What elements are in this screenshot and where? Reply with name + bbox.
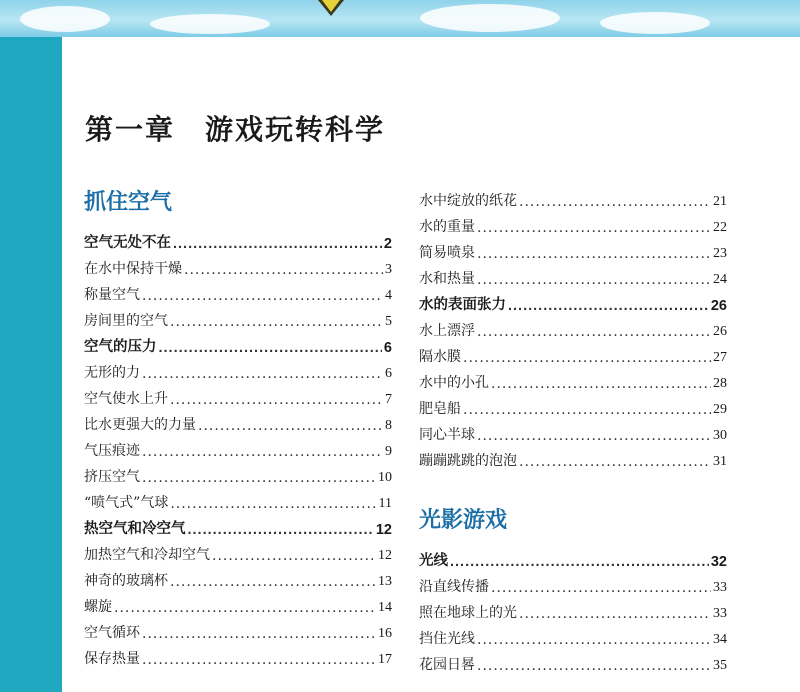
dot-leader — [519, 454, 711, 470]
entry-title: 螺旋 — [84, 599, 112, 615]
entry-title: 水的表面张力 — [419, 297, 506, 313]
entry-title: 挤压空气 — [84, 469, 140, 485]
toc-entry[interactable] — [84, 642, 392, 668]
toc-list — [84, 226, 392, 668]
page-number: 6 — [385, 366, 392, 381]
dot-leader — [477, 428, 711, 444]
page-number: 11 — [378, 496, 392, 511]
dot-leader — [170, 496, 376, 512]
toc-entry[interactable] — [84, 564, 392, 590]
page-number: 17 — [378, 652, 392, 667]
toc-entry[interactable] — [84, 590, 392, 616]
page-number: 22 — [713, 220, 727, 235]
toc-subsection-entry[interactable] — [84, 512, 392, 538]
entry-title: 气压痕迹 — [84, 443, 140, 459]
toc-entry[interactable] — [84, 408, 392, 434]
section-heading: 光影游戏 — [419, 507, 508, 533]
toc-entry[interactable] — [419, 236, 727, 262]
page-number: 5 — [385, 314, 392, 329]
page-number: 29 — [713, 402, 727, 417]
toc-entry[interactable] — [419, 392, 727, 418]
entry-title: 空气的压力 — [84, 339, 157, 355]
page-number: 23 — [713, 246, 727, 261]
page-number: 33 — [713, 606, 727, 621]
entry-title: 水中绽放的纸花 — [419, 193, 517, 209]
entry-title: 保存热量 — [84, 651, 140, 667]
toc-entry[interactable] — [84, 486, 392, 512]
dot-leader — [173, 236, 382, 252]
toc-subsection-entry[interactable] — [419, 288, 727, 314]
entry-title: 水上漂浮 — [419, 323, 475, 339]
toc-subsection-entry[interactable] — [84, 226, 392, 252]
dot-leader — [450, 554, 709, 570]
dot-leader — [142, 444, 383, 460]
toc-entry[interactable] — [84, 460, 392, 486]
dot-leader — [142, 470, 376, 486]
side-color-bar — [0, 37, 62, 692]
toc-entry[interactable] — [419, 570, 727, 596]
entry-title: 同心半球 — [419, 427, 475, 443]
cloud-decoration — [20, 6, 110, 32]
dot-leader — [491, 580, 711, 596]
dot-leader — [491, 376, 711, 392]
dot-leader — [463, 350, 711, 366]
dot-leader — [477, 658, 711, 674]
page-number: 31 — [713, 454, 727, 469]
page-number: 24 — [713, 272, 727, 287]
entry-title: 神奇的玻璃杯 — [84, 573, 168, 589]
entry-title: “喷气式”气球 — [84, 495, 169, 511]
dot-leader — [198, 418, 383, 434]
toc-entry[interactable] — [419, 596, 727, 622]
toc-left-column — [84, 184, 392, 668]
entry-title: 水和热量 — [419, 271, 475, 287]
entry-title: 空气循环 — [84, 625, 140, 641]
toc-entry[interactable] — [84, 616, 392, 642]
page-number: 27 — [713, 350, 727, 365]
entry-title: 在水中保持干燥 — [84, 261, 182, 277]
entry-title: 加热空气和冷却空气 — [84, 547, 210, 563]
dot-leader — [142, 366, 383, 382]
sky-banner — [0, 0, 800, 37]
entry-title: 隔水膜 — [419, 349, 461, 365]
dot-leader — [477, 632, 711, 648]
page-number: 6 — [383, 340, 392, 356]
entry-title: 沿直线传播 — [419, 579, 489, 595]
dot-leader — [508, 298, 709, 314]
toc-subsection-entry[interactable] — [84, 330, 392, 356]
section-heading: 抓住空气 — [84, 189, 173, 215]
toc-entry[interactable] — [419, 340, 727, 366]
toc-list — [419, 544, 727, 674]
page-number: 3 — [385, 262, 392, 277]
toc-subsection-entry[interactable] — [419, 544, 727, 570]
toc-entry[interactable] — [419, 184, 727, 210]
dot-leader — [477, 220, 711, 236]
cloud-decoration — [600, 12, 710, 34]
cloud-decoration — [150, 14, 270, 34]
dot-leader — [477, 246, 711, 262]
page-number: 30 — [713, 428, 727, 443]
dot-leader — [170, 392, 383, 408]
entry-title: 光线 — [419, 553, 448, 569]
toc-entry[interactable] — [84, 538, 392, 564]
dot-leader — [477, 324, 711, 340]
toc-entry[interactable] — [84, 278, 392, 304]
toc-entry[interactable] — [84, 252, 392, 278]
dot-leader — [188, 522, 374, 538]
toc-entry[interactable] — [419, 314, 727, 340]
toc-entry[interactable] — [419, 444, 727, 470]
dot-leader — [170, 314, 383, 330]
dot-leader — [142, 288, 383, 304]
page-number: 26 — [713, 324, 727, 339]
entry-title: 肥皂船 — [419, 401, 461, 417]
page-number: 4 — [385, 288, 392, 303]
entry-title: 空气无处不在 — [84, 235, 171, 251]
kite-icon-fill — [322, 0, 340, 12]
toc-entry[interactable] — [84, 434, 392, 460]
dot-leader — [463, 402, 711, 418]
entry-title: 水的重量 — [419, 219, 475, 235]
dot-leader — [519, 606, 711, 622]
entry-title: 房间里的空气 — [84, 313, 168, 329]
entry-title: 空气使水上升 — [84, 391, 168, 407]
page-number: 12 — [375, 522, 392, 538]
page-number: 8 — [385, 418, 392, 433]
page-number: 2 — [383, 236, 392, 252]
page-number: 12 — [378, 548, 392, 563]
entry-title: 挡住光线 — [419, 631, 475, 647]
toc-entry[interactable] — [419, 210, 727, 236]
dot-leader — [477, 272, 711, 288]
cloud-decoration — [420, 4, 560, 32]
entry-title: 比水更强大的力量 — [84, 417, 196, 433]
toc-entry[interactable] — [419, 262, 727, 288]
page-number: 7 — [385, 392, 392, 407]
page-number: 14 — [378, 600, 392, 615]
dot-leader — [114, 600, 376, 616]
page-number: 32 — [710, 554, 727, 570]
dot-leader — [159, 340, 382, 356]
dot-leader — [519, 194, 711, 210]
entry-title: 蹦蹦跳跳的泡泡 — [419, 453, 517, 469]
dot-leader — [142, 626, 376, 642]
page-number: 16 — [378, 626, 392, 641]
page-number: 28 — [713, 376, 727, 391]
page-number: 21 — [713, 194, 727, 209]
page-number: 13 — [378, 574, 392, 589]
chapter-title: 第一章 游戏玩转科学 — [85, 113, 386, 146]
dot-leader — [170, 574, 376, 590]
toc-entry[interactable] — [419, 648, 727, 674]
page-number: 9 — [385, 444, 392, 459]
toc-entry[interactable] — [84, 382, 392, 408]
toc-entry[interactable] — [84, 356, 392, 382]
page-number: 33 — [713, 580, 727, 595]
entry-title: 水中的小孔 — [419, 375, 489, 391]
toc-entry[interactable] — [84, 304, 392, 330]
page-number: 34 — [713, 632, 727, 647]
entry-title: 称量空气 — [84, 287, 140, 303]
entry-title: 热空气和冷空气 — [84, 521, 186, 537]
page-number: 10 — [378, 470, 392, 485]
toc-list — [419, 184, 727, 470]
entry-title: 简易喷泉 — [419, 245, 475, 261]
page-number: 26 — [710, 298, 727, 314]
dot-leader — [212, 548, 376, 564]
toc-entry[interactable] — [419, 622, 727, 648]
toc-entry[interactable] — [419, 418, 727, 444]
entry-title: 花园日晷 — [419, 657, 475, 673]
dot-leader — [184, 262, 383, 278]
dot-leader — [142, 652, 376, 668]
page-number: 35 — [713, 658, 727, 673]
toc-right-column — [419, 184, 727, 674]
entry-title: 无形的力 — [84, 365, 140, 381]
entry-title: 照在地球上的光 — [419, 605, 517, 621]
toc-entry[interactable] — [419, 366, 727, 392]
